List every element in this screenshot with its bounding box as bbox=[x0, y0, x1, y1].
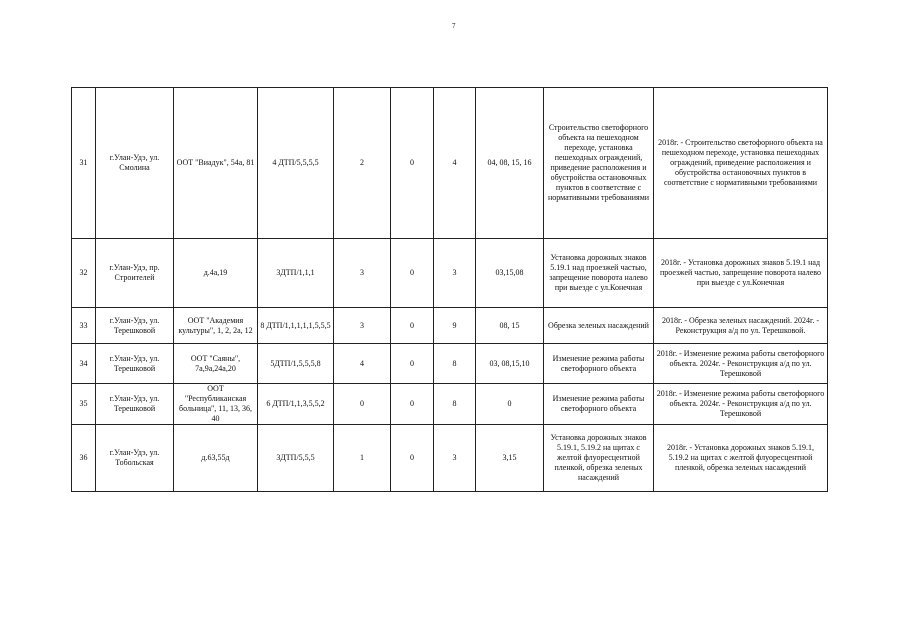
row-number: 35 bbox=[72, 384, 96, 425]
count-cell: 3 bbox=[434, 425, 476, 492]
location-cell: г.Улан-Удэ, ул. Тобольская bbox=[96, 425, 174, 492]
plan-cell: 2018г. - Изменение режима работы светофорного объекта. 2024г. - Реконструкция а/д по ул. Терешковой bbox=[654, 384, 828, 425]
codes-cell: 03, 08,15,10 bbox=[476, 344, 544, 384]
dtp-cell: 4 ДТП/5,5,5,5 bbox=[258, 88, 334, 239]
row-number: 31 bbox=[72, 88, 96, 239]
table-row bbox=[72, 239, 828, 308]
measures-cell: Изменение режима работы светофорного объекта bbox=[544, 384, 654, 425]
object-cell: ООТ "Республиканская больница", 11, 13, 36, 40 bbox=[174, 384, 258, 425]
row-number: 33 bbox=[72, 308, 96, 344]
row-number: 36 bbox=[72, 425, 96, 492]
count-cell: 2 bbox=[334, 88, 391, 239]
measures-cell: Обрезка зеленых насаждений bbox=[544, 308, 654, 344]
measures-cell: Изменение режима работы светофорного объекта bbox=[544, 344, 654, 384]
table-row bbox=[72, 308, 828, 344]
count-cell: 3 bbox=[334, 239, 391, 308]
measures-cell: Установка дорожных знаков 5.19.1, 5.19.2 на щитах с желтой флуоресцентной пленкой, обрезка зеленых насаждений bbox=[544, 425, 654, 492]
page-number: 7 bbox=[452, 22, 456, 30]
object-cell: д.63,55д bbox=[174, 425, 258, 492]
count-cell: 3 bbox=[334, 308, 391, 344]
dtp-cell: 6 ДТП/1,1,3,5,5,2 bbox=[258, 384, 334, 425]
object-cell: ООТ "Саяны", 7а,9а,24а,20 bbox=[174, 344, 258, 384]
table-row bbox=[72, 384, 828, 425]
dtp-cell: 5ДТП/1,5,5,5,8 bbox=[258, 344, 334, 384]
codes-cell: 04, 08, 15, 16 bbox=[476, 88, 544, 239]
location-cell: г.Улан-Удэ, ул. Терешковой bbox=[96, 344, 174, 384]
row-number: 34 bbox=[72, 344, 96, 384]
count-cell: 0 bbox=[391, 425, 434, 492]
table-row bbox=[72, 425, 828, 492]
object-cell: ООТ "Виадук", 54а, 81 bbox=[174, 88, 258, 239]
table-row bbox=[72, 344, 828, 384]
object-cell: ООТ "Академия культуры", 1, 2, 2а, 12 bbox=[174, 308, 258, 344]
count-cell: 9 bbox=[434, 308, 476, 344]
count-cell: 0 bbox=[334, 384, 391, 425]
count-cell: 0 bbox=[391, 384, 434, 425]
measures-cell: Строительство светофорного объекта на пешеходном переходе, установка пешеходных ограждений, приведение расположения и обустройства остановочных пунктов в соответствие с нормативными требованиями bbox=[544, 88, 654, 239]
measures-cell: Установка дорожных знаков 5.19.1 над проезжей частью, запрещение поворота налево при выезде с ул.Конечная bbox=[544, 239, 654, 308]
count-cell: 1 bbox=[334, 425, 391, 492]
location-cell: г.Улан-Удэ, пр. Строителей bbox=[96, 239, 174, 308]
plan-cell: 2018г. - Строительство светофорного объекта на пешеходном переходе, установка пешеходных ограждений, приведение расположения и обустройства остановочных пунктов в соответствие с нормативными требованиями bbox=[654, 88, 828, 239]
plan-cell: 2018г. - Изменение режима работы светофорного объекта. 2024г. - Реконструкция а/д по ул. Терешковой bbox=[654, 344, 828, 384]
codes-cell: 3,15 bbox=[476, 425, 544, 492]
plan-cell: 2018г. - Обрезка зеленых насаждений. 2024г. - Реконструкция а/д по ул. Терешковой. bbox=[654, 308, 828, 344]
count-cell: 0 bbox=[391, 344, 434, 384]
object-cell: д.4а,19 bbox=[174, 239, 258, 308]
count-cell: 3 bbox=[434, 239, 476, 308]
codes-cell: 03,15,08 bbox=[476, 239, 544, 308]
row-number: 32 bbox=[72, 239, 96, 308]
count-cell: 0 bbox=[391, 308, 434, 344]
count-cell: 8 bbox=[434, 384, 476, 425]
plan-cell: 2018г. - Установка дорожных знаков 5.19.1, 5.19.2 на щитах с желтой флуоресцентной пленкой, обрезка зеленых насаждений bbox=[654, 425, 828, 492]
count-cell: 0 bbox=[391, 239, 434, 308]
dtp-cell: 3ДТП/1,1,1 bbox=[258, 239, 334, 308]
plan-cell: 2018г. - Установка дорожных знаков 5.19.1 над проезжей частью, запрещение поворота налево при выезде с ул.Конечная bbox=[654, 239, 828, 308]
dtp-cell: 3ДТП/5,5,5 bbox=[258, 425, 334, 492]
accident-sites-table bbox=[71, 87, 828, 492]
codes-cell: 0 bbox=[476, 384, 544, 425]
count-cell: 8 bbox=[434, 344, 476, 384]
count-cell: 4 bbox=[434, 88, 476, 239]
location-cell: г.Улан-Удэ, ул. Терешковой bbox=[96, 384, 174, 425]
table-row bbox=[72, 88, 828, 239]
location-cell: г.Улан-Удэ, ул. Смолина bbox=[96, 88, 174, 239]
dtp-cell: 8 ДТП/1,1,1,1,1,5,5,5 bbox=[258, 308, 334, 344]
count-cell: 0 bbox=[391, 88, 434, 239]
count-cell: 4 bbox=[334, 344, 391, 384]
location-cell: г.Улан-Удэ, ул. Терешковой bbox=[96, 308, 174, 344]
codes-cell: 08, 15 bbox=[476, 308, 544, 344]
